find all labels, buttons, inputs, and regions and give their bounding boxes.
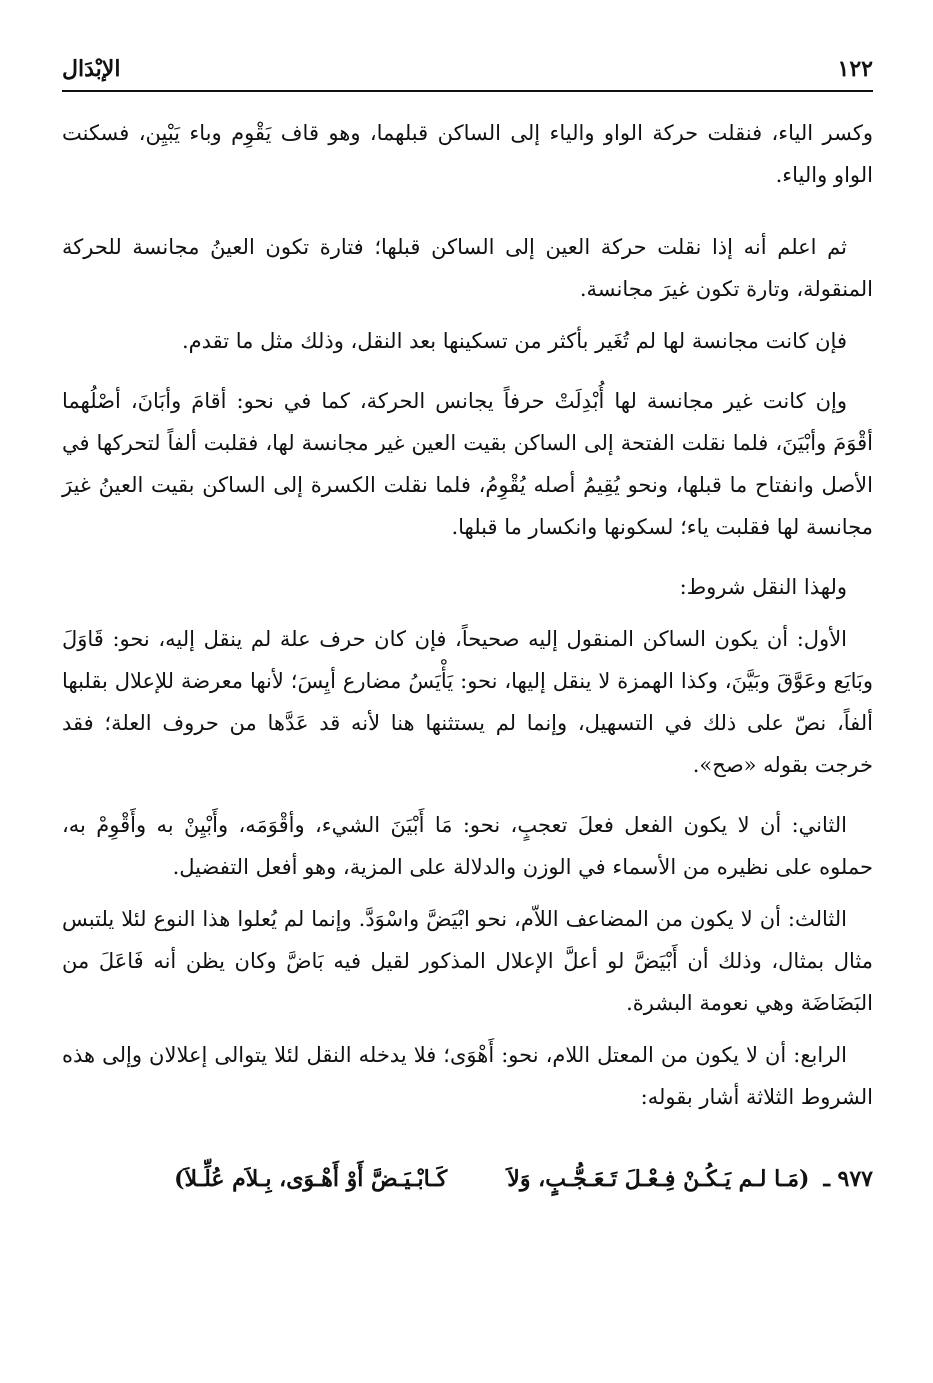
page-number: ١٢٢ [837,56,873,82]
verse-number: ٩٧٧ ـ [823,1166,873,1192]
page-body [62,112,873,1343]
paragraph-transfer-intro: ثم اعلم أنه إذا نقلت حركة العين إلى الساكن قبلها؛ فتارة تكون العينُ مجانسة للحركة المنقولة، وتارة تكون غيرَ مجانسة. [62,235,873,301]
verse-second-hemistich: كَـابْـيَـضَّ أَوْ أَهْـوَى، بِـلاَم عُلِّـلاَ) [174,1166,448,1192]
paragraph-conditions-heading: ولهذا النقل شروط: [679,575,847,599]
poetry-verse [62,1158,873,1200]
paragraph-continuation: وكسر الياء، فنقلت حركة الواو والياء إلى الساكن قبلهما، وهو قاف يَقْوِم وباء يَبْيِن، فسكنت الواو والياء. [62,121,873,187]
verse-first-hemistich: (مَـا لـم يَـكُـنْ فِـعْـلَ تَـعَـجُّـبٍ، وَلاَ [507,1166,810,1192]
paragraph-condition-second: الثاني: أن لا يكون الفعل فعلَ تعجبٍ، نحو: مَا أَبْيَنَ الشيء، وأقْوَمَه، وأَبْيِنْ به وأَقْوِمْ به، حملوه على نظيره من الأسماء في الوزن والدلالة على المزية، وهو أفعل التفضيل. [62,813,873,879]
running-title: الإبْدَال [62,56,121,82]
paragraph-condition-first: الأول: أن يكون الساكن المنقول إليه صحيحاً، فإن كان حرف علة لم ينقل إليه، نحو: قَاوَلَ وبَايَع وعَوَّقَ وبَيَّنَ، وكذا الهمزة لا ينقل إليها، نحو: يَأْيَسُ مضارع أيِسَ؛ لأنها معرضة للإعلال بقلبها ألفاً، نصّ على ذلك في التسهيل، وإنما لم يستثنها هنا لأنه قد عَدَّها من حروف العلة؛ فقد خرجت بقوله «صح». [62,627,873,777]
page-header [62,56,873,92]
paragraph-homogeneous: فإن كانت مجانسة لها لم تُغَير بأكثر من تسكينها بعد النقل، وذلك مثل ما تقدم. [181,329,847,353]
paragraph-heterogeneous: وإن كانت غير مجانسة لها أُبْدِلَتْ حرفاً يجانس الحركة، كما في نحو: أقامَ وأبَانَ، أصْلُهما أقْوَمَ وأبْيَنَ، فلما نقلت الفتحة إلى الساكن بقيت العين غير مجانسة لها، فقلبت ألفاً لتحركها في الأصل وانفتاح ما قبلها، ونحو يُقِيمُ أصله يُقْوِمُ، فلما نقلت الكسرة إلى الساكن بقيت العينُ غيرَ مجانسة لها فقلبت ياء؛ لسكونها وانكسار ما قبلها. [62,389,873,539]
paragraph-condition-third: الثالث: أن لا يكون من المضاعف اللاّم، نحو ابْيَضَّ واسْوَدَّ. وإنما لم يُعلوا هذا النوع لئلا يلتبس مثال بمثال، وذلك أن أَبْيَضَّ لو أعلَّ الإعلال المذكور لقيل فيه بَاضَّ وكان يظن أنه فَاعَلَ من البَضَاضَة وهي نعومة البشرة. [62,907,873,1015]
paragraph-condition-fourth: الرابع: أن لا يكون من المعتل اللام، نحو: أَهْوَى؛ فلا يدخله النقل لئلا يتوالى إعلالان وإلى هذه الشروط الثلاثة أشار بقوله: [62,1043,873,1109]
